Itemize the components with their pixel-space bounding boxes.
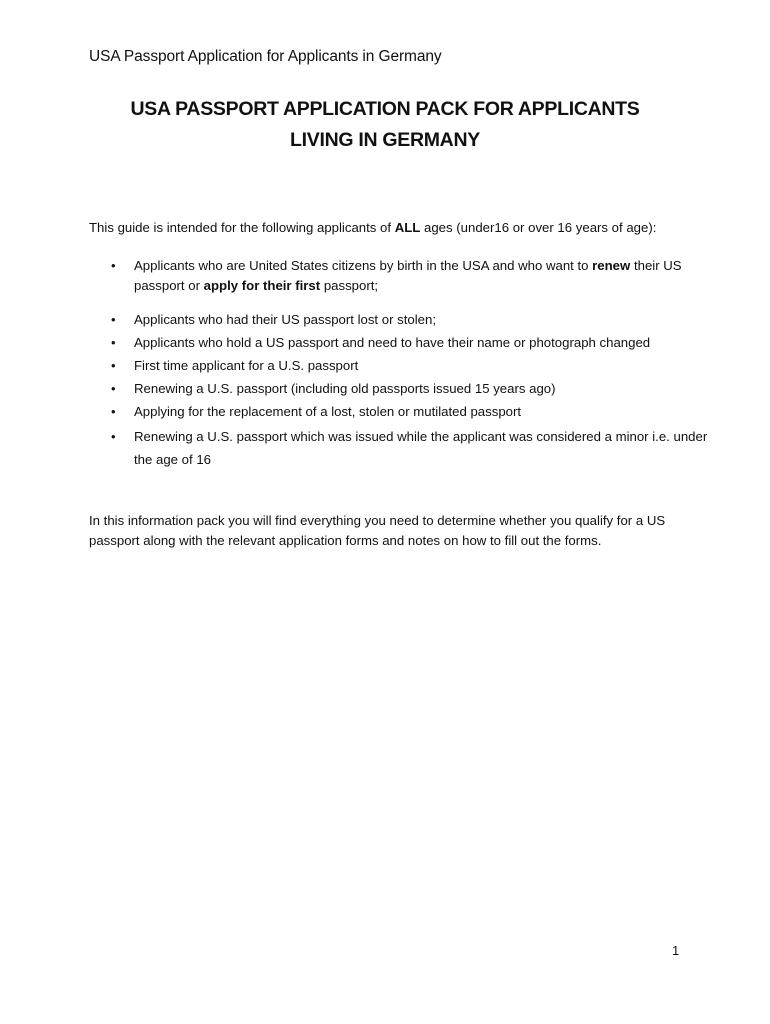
list-item-text: their US passport or — [134, 258, 682, 293]
bullet-marker: • — [111, 358, 116, 373]
bullet-marker: • — [111, 312, 116, 327]
page-number: 1 — [672, 943, 680, 958]
bullet-marker: • — [111, 381, 116, 396]
bullet-marker: • — [111, 335, 116, 350]
bullet-marker: • — [111, 429, 116, 444]
list-item-text: Applicants who had their US passport lost or stolen; — [134, 312, 437, 327]
applicant-bullet-list — [89, 256, 709, 474]
document-title — [60, 94, 710, 156]
list-item-bold-text: renew — [592, 258, 631, 273]
list-item-text: passport; — [320, 278, 379, 293]
document-title-line-1: USA PASSPORT APPLICATION PACK FOR APPLICANTS — [130, 98, 640, 120]
intro-text-bold: ALL — [394, 220, 421, 235]
list-item — [89, 310, 709, 330]
intro-paragraph — [89, 218, 709, 238]
list-item — [89, 333, 709, 353]
list-item — [89, 425, 709, 471]
bullet-marker: • — [111, 404, 116, 419]
closing-paragraph: In this information pack you will find everything you need to determine whether you qualify for a US passport along with the relevant application forms and notes on how to fill out the forms. — [89, 513, 666, 548]
list-item-text: Applicants who are United States citizens by birth in the USA and who want to — [134, 258, 593, 273]
bullet-marker: • — [111, 258, 116, 273]
list-item-text: Renewing a U.S. passport (including old passports issued 15 years ago) — [134, 381, 556, 396]
list-item — [89, 256, 709, 296]
list-item — [89, 356, 709, 376]
list-item-text: Renewing a U.S. passport which was issued while the applicant was considered a minor i.e. under the age of 16 — [134, 429, 708, 467]
list-item-bold-text: apply for their first — [203, 278, 321, 293]
list-item — [89, 379, 709, 399]
document-title-line-2: LIVING IN GERMANY — [290, 129, 480, 151]
list-item — [89, 402, 709, 422]
running-header: USA Passport Application for Applicants in Germany — [89, 48, 442, 65]
list-item-text: First time applicant for a U.S. passport — [134, 358, 359, 373]
list-item-text: Applicants who hold a US passport and need to have their name or photograph changed — [134, 335, 651, 350]
list-item-text: Applying for the replacement of a lost, stolen or mutilated passport — [134, 404, 522, 419]
intro-text-before: This guide is intended for the following applicants of — [89, 220, 395, 235]
intro-text-after: ages (under16 or over 16 years of age): — [420, 220, 657, 235]
